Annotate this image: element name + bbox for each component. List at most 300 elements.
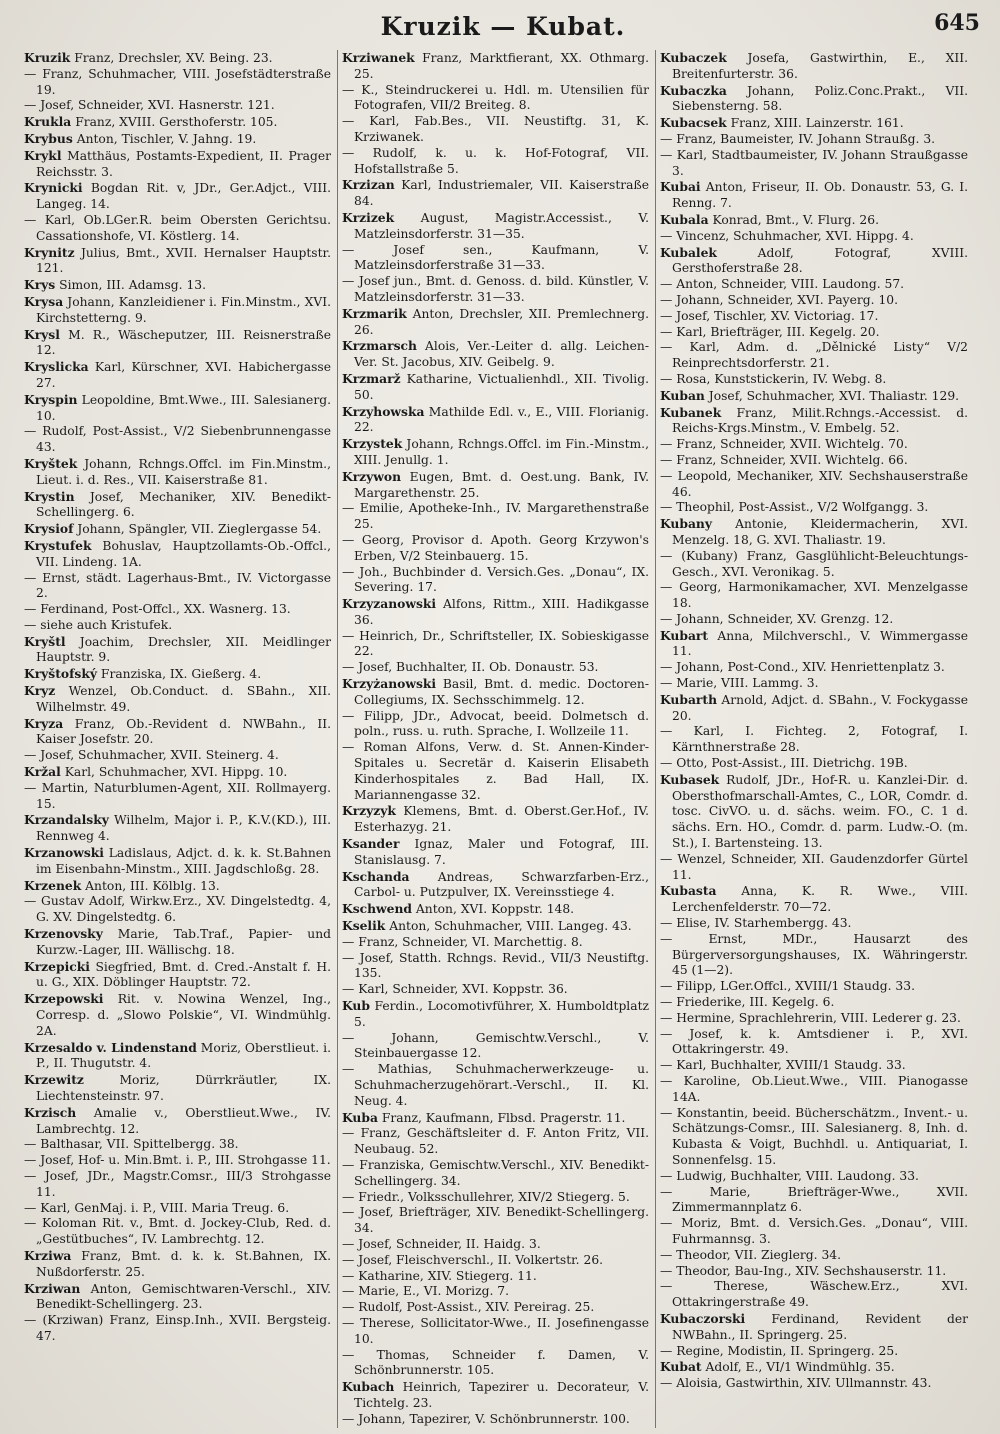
directory-entry <box>660 245 968 278</box>
entry-details: — Georg, Provisor d. Apoth. Georg Krzywon's Erben, V/2 Steinbauerg. 15. <box>342 532 649 563</box>
directory-entry <box>342 1031 649 1063</box>
directory-entry <box>660 229 968 245</box>
directory-entry <box>24 602 331 618</box>
entry-surname: Kryslicka <box>24 359 89 375</box>
directory-entry <box>660 916 968 932</box>
entry-details: — Koloman Rit. v., Bmt. d. Jockey-Club, Red. d. „Gestütbuches“, IV. Lambrechtg. 12. <box>24 1216 331 1247</box>
entry-details: — Katharine, XIV. Stiegerg. 11. <box>342 1268 537 1283</box>
entry-surname: Kuba <box>342 1109 378 1125</box>
entry-surname: Krykl <box>24 147 62 163</box>
entry-details: Anton, III. Kölblg. 13. <box>81 878 220 893</box>
entry-details: — Ernst, städt. Lagerhaus-Bmt., IV. Victorgasse 2. <box>24 570 331 601</box>
directory-entry <box>342 565 649 597</box>
directory-entry <box>342 1300 649 1316</box>
column-3 <box>656 50 974 1428</box>
entry-details: Matthäus, Postamts-Expedient, II. Prager Reichsstr. 3. <box>36 148 331 179</box>
directory-entry <box>24 1216 331 1248</box>
entry-details: — Josef, k. k. Amtsdiener i. P., XVI. Ottakringerstr. 49. <box>660 1026 968 1057</box>
directory-entry <box>342 501 649 533</box>
entry-details: — Franziska, Gemischtw.Verschl., XIV. Benedikt-Schellingerg. 34. <box>342 1157 649 1188</box>
directory-entry <box>660 469 968 501</box>
directory-entry <box>24 812 331 845</box>
entry-surname: Kubach <box>342 1379 395 1395</box>
entry-surname: Krynitz <box>24 244 75 260</box>
entry-surname: Krziwanek <box>342 50 415 65</box>
entry-surname: Krzizan <box>342 177 395 193</box>
entry-details: — Theodor, VII. Zieglerg. 34. <box>660 1247 842 1262</box>
entry-details: — Rudolf, Post-Assist., XIV. Pereirag. 25. <box>342 1300 595 1315</box>
directory-entry <box>660 309 968 325</box>
entry-details: — Karl, Ob.LGer.R. beim Obersten Gerichtsu. Cassationshofe, VI. Köstlerg. 14. <box>24 212 331 243</box>
directory-entry <box>342 1205 649 1237</box>
directory-entry <box>24 1169 331 1201</box>
directory-entry <box>660 1011 968 1027</box>
directory-entry <box>342 371 649 404</box>
entry-surname: Krziwan <box>24 1280 81 1296</box>
entry-details: Franz, XIII. Lainzerstr. 161. <box>726 116 904 131</box>
entry-details: Rudolf, JDr., Hof-R. u. Kanzlei-Dir. d. Obersthofmarschall-Amtes, C., LOR, Comdr. d. tosc. CivVO. u. d. sächs. weim. FO., C. 1 d. sächs. Ern. HO., Comdr. d. parm. Ludw.-O. (m. St.), I. Bartensteing. 13. <box>672 772 968 851</box>
entry-details: — Moriz, Bmt. d. Versich.Ges. „Donau“, VIII. Fuhrmannsg. 3. <box>660 1216 968 1246</box>
directory-entry <box>660 580 968 612</box>
entry-details: — Karl, I. Fichteg. 2, Fotograf, I. Kärnthnerstraße 28. <box>660 724 968 755</box>
directory-entry <box>24 1153 331 1169</box>
entry-details: — Marie, E., VI. Morizg. 7. <box>342 1284 509 1299</box>
entry-details: — (Kubany) Franz, Gasglühlicht-Beleuchtungs-Gesch., XVI. Veronikag. 5. <box>660 548 968 579</box>
entry-surname: Kubacsek <box>660 115 727 131</box>
entry-details: Adolf, Fotograf, XVIII. Gersthoferstraße 28. <box>672 245 968 276</box>
entry-details: Wenzel, Ob.Conduct. d. SBahn., XII. Wilhelmstr. 49. <box>36 684 331 714</box>
directory-entry <box>660 1376 968 1392</box>
directory-entry <box>24 424 331 456</box>
entry-details: — Karl, GenMaj. i. P., VIII. Maria Treug. 6. <box>24 1200 290 1215</box>
entry-surname: Krys <box>24 277 56 293</box>
directory-entry <box>660 1027 968 1059</box>
entry-details: Leopoldine, Bmt.Wwe., III. Salesianerg. 10. <box>36 392 331 423</box>
entry-details: Josefa, Gastwirthin, E., XII. Breitenfurterstr. 36. <box>672 51 968 81</box>
entry-surname: Kubaczka <box>660 82 727 98</box>
directory-entry <box>660 1074 968 1106</box>
entry-details: — K., Steindruckerei u. Hdl. m. Utensilien für Fotografen, VII/2 Breiteg. 8. <box>342 82 649 113</box>
entry-details: — Anton, Schneider, VIII. Laudong. 57. <box>660 277 905 292</box>
directory-entry <box>660 612 968 628</box>
directory-entry <box>660 692 968 725</box>
directory-entry <box>342 177 649 210</box>
entry-details: — Marie, Briefträger-Wwe., XVII. Zimmermannplatz 6. <box>660 1184 968 1215</box>
directory-entry <box>24 666 331 683</box>
entry-details: — Gustav Adolf, Wirkw.Erz., XV. Dingelstedtg. 4, G. XV. Dingelstedtg. 6. <box>24 894 331 925</box>
directory-entry <box>342 1412 649 1428</box>
directory-entry <box>660 325 968 341</box>
entry-details: Anna, Milchverschl., V. Wimmergasse 11. <box>672 628 968 659</box>
entry-details: Franziska, IX. Gießerg. 4. <box>97 667 262 682</box>
entry-surname: Krystufek <box>24 537 92 553</box>
entry-surname: Kryz <box>24 683 56 699</box>
entry-surname: Krzenek <box>24 877 82 893</box>
directory-entry <box>342 210 649 243</box>
directory-entry <box>342 951 649 983</box>
entry-surname: Kubalek <box>660 244 717 260</box>
entry-details: — Franz, Schneider, VI. Marchettig. 8. <box>342 934 583 949</box>
entry-surname: Krzyzanowski <box>342 596 437 612</box>
entry-details: Moriz, Oberstlieut. i. P., II. Thugutstr. 4. <box>36 1040 331 1071</box>
directory-entry <box>660 132 968 148</box>
directory-entry <box>660 1106 968 1169</box>
entry-details: — Josef, Schuhmacher, XVII. Steinerg. 4. <box>24 748 279 763</box>
entry-surname: Kryspin <box>24 391 78 407</box>
entry-surname: Kubaczorski <box>660 1310 746 1326</box>
directory-entry <box>342 533 649 565</box>
entry-details: — Ferdinand, Post-Offcl., XX. Wasnerg. 13. <box>24 602 291 617</box>
entry-details: — Konstantin, beeid. Bücherschätzm., Invent.- u. Schätzungs-Comsr., III. Salesianerg. 8, Inh. d. Kubasta & Voigt, Buchhdl. u. Antiquariat, I. Sonnenfelsg. 15. <box>660 1105 968 1167</box>
directory-entry <box>24 456 331 489</box>
entry-details: — Franz, Schuhmacher, VIII. Josefstädterstraße 19. <box>24 66 331 97</box>
entry-surname: Krybus <box>24 130 73 146</box>
entry-details: — Leopold, Mechaniker, XIV. Sechshauserstraße 46. <box>660 468 968 499</box>
entry-details: Anton, Schuhmacher, VIII. Langeg. 43. <box>385 919 632 934</box>
entry-details: Josef, Mechaniker, XIV. Benedikt-Schellingerg. 6. <box>36 489 331 520</box>
entry-details: — Johann, Schneider, XV. Grenzg. 12. <box>660 611 894 626</box>
directory-entry <box>342 1253 649 1269</box>
directory-entry <box>24 1313 331 1345</box>
directory-entry <box>660 1344 968 1360</box>
entry-surname: Krzewitz <box>24 1072 84 1088</box>
directory-entry <box>342 243 649 275</box>
entry-details: — Friederike, III. Kegelg. 6. <box>660 995 835 1010</box>
entry-details: Moriz, Dürrkräutler, IX. Liechtensteinstr. 97. <box>36 1073 331 1103</box>
entry-details: — Franz, Schneider, XVII. Wichtelg. 70. <box>660 437 908 452</box>
entry-details: — Josef, Hof- u. Min.Bmt. i. P., III. Strohgasse 11. <box>24 1153 331 1168</box>
entry-details: — Ludwig, Buchhalter, VIII. Laudong. 33. <box>660 1168 919 1183</box>
directory-entry <box>24 50 331 67</box>
entry-details: Rit. v. Nowina Wenzel, Ing., Corresp. d. „Slowo Polskie“, VI. Windmühlg. 2A. <box>36 992 331 1038</box>
entry-details: Franz, XVIII. Gersthoferstr. 105. <box>71 115 278 130</box>
entry-details: — Theophil, Post-Assist., V/2 Wolfgangg. 3. <box>660 500 929 515</box>
entry-surname: Kub <box>342 998 370 1014</box>
directory-entry <box>24 894 331 926</box>
entry-surname: Kubala <box>660 211 709 227</box>
entry-details: Adolf, E., VI/1 Windmühlg. 35. <box>701 1360 895 1375</box>
entry-surname: Kržal <box>24 764 61 780</box>
entry-surname: Kubarth <box>660 691 718 707</box>
entry-details: — Georg, Harmonikamacher, XVI. Menzelgasse 18. <box>660 580 968 611</box>
entry-surname: Kryštofský <box>24 666 97 682</box>
entry-details: — Karl, Stadtbaumeister, IV. Johann Straußgasse 3. <box>660 147 968 178</box>
directory-entry <box>342 596 649 629</box>
entry-surname: Krukla <box>24 114 72 130</box>
entry-surname: Krzyzyk <box>342 803 396 819</box>
entry-details: — Josef, Schneider, II. Haidg. 3. <box>342 1236 541 1251</box>
directory-entry <box>660 405 968 438</box>
entry-details: — Mathias, Schuhmacherwerkzeuge- u. Schuhmacherzugehörart.-Verschl., II. Kl. Neug. 4. <box>342 1062 649 1108</box>
entry-details: — Emilie, Apotheke-Inh., IV. Margarethenstraße 25. <box>342 501 649 532</box>
page-header <box>20 6 986 50</box>
entry-surname: Krzisch <box>24 1104 77 1120</box>
directory-entry <box>24 1105 331 1138</box>
entry-details: — Therese, Sollicitator-Wwe., II. Josefinengasse 10. <box>342 1315 649 1346</box>
directory-entry <box>24 1137 331 1153</box>
entry-surname: Krysa <box>24 293 64 309</box>
entry-details: — Franz, Schneider, XVII. Wichtelg. 66. <box>660 452 908 467</box>
entry-details: — Filipp, LGer.Offcl., XVIII/1 Staudg. 33. <box>660 979 915 994</box>
directory-entry <box>342 1237 649 1253</box>
entry-details: Anton, XVI. Koppstr. 148. <box>412 902 575 917</box>
directory-entry <box>24 180 331 213</box>
entry-details: — Otto, Post-Assist., III. Dietrichg. 19B. <box>660 756 908 771</box>
directory-entry <box>660 293 968 309</box>
entry-surname: Kubanek <box>660 404 722 420</box>
entry-surname: Krzyżanowski <box>342 676 437 692</box>
directory-entry <box>24 571 331 603</box>
entry-details: — Johann, Schneider, XVI. Payerg. 10. <box>660 292 899 307</box>
directory-entry <box>342 1269 649 1285</box>
directory-entry <box>24 131 331 148</box>
directory-entry <box>660 115 968 132</box>
entry-details: Johann, Spängler, VII. Zieglergasse 54. <box>73 522 322 537</box>
entry-details: Johann, Kanzleidiener i. Fin.Minstm., XVI. Kirchstetterng. 9. <box>36 294 331 325</box>
directory-entry <box>24 148 331 181</box>
column-2 <box>338 50 656 1428</box>
entry-details: Arnold, Adjct. d. SBahn., V. Fockygasse 20. <box>672 692 968 723</box>
entry-surname: Krynicki <box>24 180 83 196</box>
directory-entry <box>660 212 968 229</box>
entry-details: — Friedr., Volksschullehrer, XIV/2 Stiegerg. 5. <box>342 1189 630 1204</box>
directory-entry <box>660 772 968 852</box>
entry-details: — Karl, Schneider, XVI. Koppstr. 36. <box>342 982 568 997</box>
directory-entry <box>342 998 649 1031</box>
entry-details: Antonie, Kleidermacherin, XVI. Menzelg. 18, G. XVI. Thaliastr. 19. <box>672 517 968 547</box>
directory-entry <box>660 979 968 995</box>
entry-surname: Krystin <box>24 488 75 504</box>
directory-entry <box>660 995 968 1011</box>
entry-details: Johann, Rchngs.Offcl. im Fin.Minstm., Lieut. i. d. Res., VII. Kaiserstraße 81. <box>36 456 331 487</box>
entry-details: — Ernst, MDr., Hausarzt des Bürgerversorgungshauses, IX. Währingerstr. 45 (1—2). <box>660 931 968 978</box>
entry-surname: Krzywon <box>342 468 402 484</box>
entry-surname: Krzepicki <box>24 958 90 974</box>
entry-surname: Kubasek <box>660 771 720 787</box>
entry-details: Franz, Ob.-Revident d. NWBahn., II. Kaiser Josefstr. 20. <box>36 716 331 747</box>
entry-surname: Krzepowski <box>24 991 104 1007</box>
directory-entry <box>660 883 968 916</box>
directory-entry <box>660 388 968 405</box>
directory-entry <box>660 500 968 516</box>
entry-details: Andreas, Schwarzfarben-Erz., Carbol- u. Putzpulver, IX. Vereinsstiege 4. <box>354 869 649 900</box>
directory-entry <box>342 1190 649 1206</box>
directory-entry <box>342 50 649 83</box>
directory-entry <box>660 1216 968 1248</box>
directory-entry <box>660 1169 968 1185</box>
entry-details: Ignaz, Maler und Fotograf, III. Stanislausg. 7. <box>354 837 649 867</box>
entry-surname: Kryštl <box>24 633 66 649</box>
entry-details: Mathilde Edl. v., E., VIII. Florianig. 22. <box>354 404 649 435</box>
entry-details: — Franz, Baumeister, IV. Johann Straußg. 3. <box>660 131 936 146</box>
directory-entry <box>660 453 968 469</box>
entry-surname: Kubasta <box>660 883 717 899</box>
entry-surname: Kschwend <box>342 901 412 917</box>
column-1 <box>20 50 338 1428</box>
directory-entry <box>342 306 649 339</box>
directory-entry <box>342 629 649 661</box>
entry-details: Anton, Drechsler, XII. Premlechnerg. 26. <box>354 306 649 337</box>
directory-entry <box>660 932 968 979</box>
entry-details: — Vincenz, Schuhmacher, XVI. Hippg. 4. <box>660 228 914 243</box>
directory-entry <box>342 869 649 902</box>
directory-entry <box>24 845 331 878</box>
directory-entry <box>660 676 968 692</box>
entry-surname: Krzmarsch <box>342 338 417 354</box>
directory-entry <box>342 469 649 502</box>
entry-details: — Josef, Schneider, XVI. Hasnerstr. 121. <box>24 98 275 113</box>
entry-details: — Josef, Briefträger, XIV. Benedikt-Schellingerg. 34. <box>342 1205 649 1236</box>
directory-entry <box>342 436 649 469</box>
entry-details: Marie, Tab.Traf., Papier- und Kurzw.-Lager, III. Wällischg. 18. <box>36 927 331 957</box>
entry-details: Konrad, Bmt., V. Flurg. 26. <box>708 212 879 227</box>
directory-entry <box>342 709 649 741</box>
entry-details: — Theodor, Bau-Ing., XIV. Sechshauserstr. 11. <box>660 1263 947 1278</box>
columns <box>20 50 986 1428</box>
directory-entry <box>342 660 649 676</box>
directory-entry <box>660 1058 968 1074</box>
entry-details: Johann, Rchngs.Offcl. im Fin.-Minstm., XIII. Jenullg. 1. <box>354 437 649 467</box>
entry-details: — Rudolf, k. u. k. Hof-Fotograf, VII. Hofstallstraße 5. <box>342 145 649 176</box>
directory-entry <box>24 392 331 425</box>
directory-entry <box>342 1379 649 1412</box>
directory-entry <box>342 803 649 836</box>
entry-surname: Kschanda <box>342 868 410 884</box>
directory-entry <box>24 1248 331 1281</box>
directory-entry <box>342 1284 649 1300</box>
entry-details: — Josef, Tischler, XV. Victoriag. 17. <box>660 308 879 323</box>
directory-entry <box>24 213 331 245</box>
entry-details: — Hermine, Sprachlehrerin, VIII. Lederer g. 23. <box>660 1010 961 1025</box>
directory-entry <box>660 756 968 772</box>
directory-entry <box>660 628 968 661</box>
entry-details: Ladislaus, Adjct. d. k. k. St.Bahnen im Eisenbahn-Minstm., XIII. Jagdschloßg. 28. <box>36 846 331 876</box>
directory-entry <box>342 918 649 935</box>
directory-entry <box>24 781 331 813</box>
directory-entry <box>24 926 331 959</box>
entry-surname: Krzmarik <box>342 305 407 321</box>
directory-entry <box>24 327 331 360</box>
entry-details: Franz, Milit.Rchngs.-Accessist. d. Reichs-Krgs.Minstm., V. Embelg. 52. <box>672 405 968 436</box>
entry-details: Julius, Bmt., XVII. Hernalser Hauptstr. 121. <box>36 245 331 276</box>
entry-details: Eugen, Bmt. d. Oest.ung. Bank, IV. Margarethenstr. 25. <box>354 469 649 500</box>
directory-entry <box>660 277 968 293</box>
directory-entry <box>342 338 649 371</box>
directory-entry <box>660 1264 968 1280</box>
entry-details: — Karoline, Ob.Lieut.Wwe., VIII. Pianogasse 14A. <box>660 1074 968 1104</box>
entry-surname: Kryštek <box>24 455 78 471</box>
directory-entry <box>342 1062 649 1109</box>
entry-details: — Filipp, JDr., Advocat, beeid. Dolmetsch d. poln., russ. u. ruth. Sprache, I. Wollzeile 11. <box>342 708 649 739</box>
directory-entry <box>660 1359 968 1376</box>
directory-entry <box>24 878 331 895</box>
entry-details: — siehe auch Kristufek. <box>24 617 173 632</box>
directory-entry <box>24 618 331 634</box>
entry-surname: Krzanowski <box>24 845 104 861</box>
entry-surname: Krziwa <box>24 1247 72 1263</box>
directory-entry <box>24 294 331 327</box>
directory-entry <box>660 1279 968 1311</box>
directory-entry <box>342 404 649 437</box>
entry-details: — Thomas, Schneider f. Damen, V. Schönbrunnerstr. 105. <box>342 1347 649 1378</box>
directory-entry <box>24 748 331 764</box>
entry-details: — Karl, Buchhalter, XVIII/1 Staudg. 33. <box>660 1058 906 1073</box>
entry-details: — Josef, JDr., Magstr.Comsr., III/3 Strohgasse 11. <box>24 1168 331 1199</box>
entry-details: Amalie v., Oberstlieut.Wwe., IV. Lambrechtg. 12. <box>36 1105 331 1136</box>
directory-entry <box>24 1281 331 1314</box>
directory-entry <box>660 372 968 388</box>
directory-entry <box>24 98 331 114</box>
directory-entry <box>24 1201 331 1217</box>
directory-entry <box>342 1348 649 1380</box>
running-head: Kruzik — Kubat. <box>380 12 626 41</box>
entry-details: M. R., Wäscheputzer, III. Reisnerstraße 12. <box>36 327 331 358</box>
entry-details: Josef, Schuhmacher, XVI. Thaliastr. 129. <box>704 388 960 403</box>
entry-surname: Krysl <box>24 326 60 342</box>
directory-entry <box>24 764 331 781</box>
directory-entry <box>342 740 649 803</box>
directory-entry <box>660 852 968 884</box>
directory-entry <box>660 148 968 180</box>
directory-entry <box>24 114 331 131</box>
entry-surname: Kubart <box>660 627 709 643</box>
directory-entry <box>660 660 968 676</box>
entry-surname: Kryza <box>24 715 64 731</box>
directory-entry <box>660 724 968 756</box>
directory-entry <box>24 1040 331 1073</box>
entry-details: Franz, Bmt. d. k. k. St.Bahnen, IX. Nußdorferstr. 25. <box>36 1248 331 1279</box>
entry-details: Bohuslav, Hauptzollamts-Ob.-Offcl., VII. Lindeng. 1A. <box>36 538 331 569</box>
entry-details: Franz, Drechsler, XV. Being. 23. <box>70 51 273 65</box>
directory-entry <box>24 245 331 278</box>
directory-entry <box>24 634 331 667</box>
entry-surname: Krzenovsky <box>24 926 103 942</box>
entry-details: — Joh., Buchbinder d. Versich.Ges. „Donau“, IX. Severing. 17. <box>342 564 649 595</box>
directory-entry <box>342 836 649 869</box>
entry-details: August, Magistr.Accessist., V. Matzleinsdorferstr. 31—35. <box>354 210 649 241</box>
entry-surname: Kselik <box>342 918 386 934</box>
entry-details: Karl, Industriemaler, VII. Kaiserstraße 84. <box>354 178 649 209</box>
entry-details: Bogdan Rit. v, JDr., Ger.Adjct., VIII. Langeg. 14. <box>36 181 331 212</box>
entry-details: Basil, Bmt. d. medic. Doctoren-Collegiums, IX. Sechsschimmelg. 12. <box>354 677 649 707</box>
directory-entry <box>24 959 331 992</box>
entry-details: — Elise, IV. Starhembergg. 43. <box>660 916 852 931</box>
entry-details: — Josef sen., Kaufmann, V. Matzleinsdorferstraße 31—33. <box>342 242 649 273</box>
entry-surname: Kubany <box>660 516 713 532</box>
entry-details: — Johann, Post-Cond., XIV. Henriettenplatz 3. <box>660 660 945 675</box>
entry-details: Heinrich, Tapezirer u. Decorateur, V. Tichtelg. 23. <box>354 1380 649 1410</box>
directory-entry <box>24 1072 331 1105</box>
entry-surname: Kubat <box>660 1359 702 1375</box>
entry-details: — Josef, Statth. Rchngs. Revid., VII/3 Neustiftg. 135. <box>342 950 649 981</box>
directory-entry <box>660 179 968 212</box>
directory-entry <box>342 83 649 115</box>
directory-entry <box>342 676 649 709</box>
entry-details: — Karl, Adm. d. „Dělnické Listy“ V/2 Reinprechtsdorferstr. 21. <box>660 340 968 371</box>
directory-entry <box>24 489 331 522</box>
entry-details: Joachim, Drechsler, XII. Meidlinger Hauptstr. 9. <box>36 634 331 665</box>
directory-entry <box>342 1158 649 1190</box>
entry-details: — Josef, Buchhalter, II. Ob. Donaustr. 53. <box>342 660 599 675</box>
entry-details: Franz, Marktfierant, XX. Othmarg. 25. <box>354 51 649 81</box>
entry-details: Franz, Kaufmann, Flbsd. Pragerstr. 11. <box>377 1110 626 1125</box>
entry-details: — Rosa, Kunststickerin, IV. Webg. 8. <box>660 371 887 386</box>
entry-details: — Aloisia, Gastwirthin, XIV. Ullmannstr. 43. <box>660 1376 932 1391</box>
directory-entry <box>342 146 649 178</box>
entry-details: Anton, Tischler, V. Jahng. 19. <box>72 131 257 146</box>
page-number: 645 <box>934 10 980 36</box>
directory-entry <box>24 538 331 571</box>
